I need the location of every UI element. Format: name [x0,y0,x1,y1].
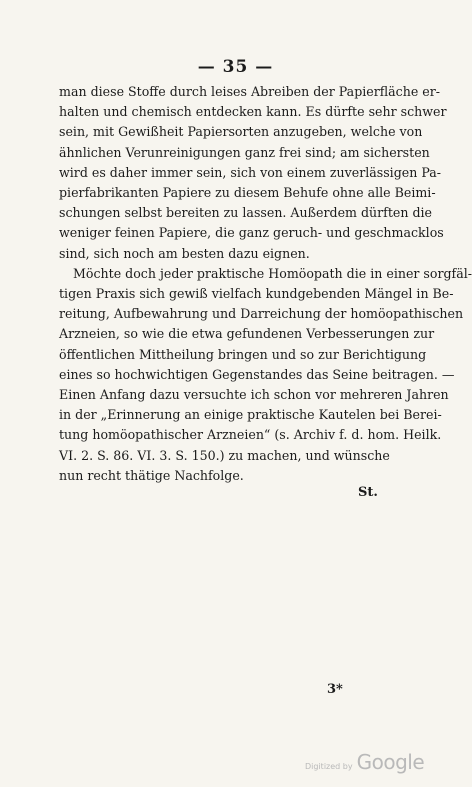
text-line: reitung, Aufbewahrung und Darreichung der homöopathischen [59,306,464,322]
text-line: VI. 2. S. 86. VI. 3. S. 150.) zu machen, und wünsche [59,447,390,463]
text-line: weniger feinen Papiere, die ganz geruch- und geschmacklos [59,225,444,241]
text-line: man diese Stoffe durch leises Abreiben der Papierfläche er- [59,84,441,99]
text-line: ähnlichen Verunreinigungen ganz frei sind; am sichersten [59,144,430,160]
text-line: eines so hochwichtigen Gegenstandes das Seine beitragen. — [59,366,455,382]
text-line: halten und chemisch entdecken kann. Es dürfte sehr schwer [59,104,447,120]
paragraph-start-line: Möchte doch jeder praktische Homöopath die in einer sorgfäl- [73,265,472,281]
text-line: sein, mit Gewißheit Papiersorten anzugeben, welche von [59,124,423,140]
text-line: tung homöopathischer Arzneien“ (s. Archiv f. d. hom. Heilk. [59,427,442,443]
text-line: sind, sich noch am besten dazu eignen. [59,245,310,261]
text-line: Einen Anfang dazu versuchte ich schon vor mehreren Jahren [59,387,449,403]
text-line: wird es daher immer sein, sich von einem zuverlässigen Pa- [59,164,441,180]
text-line: Arzneien, so wie die etwa gefundenen Verbesserungen zur [59,326,435,342]
google-logo: Google [356,750,425,774]
text-line: pierfabrikanten Papiere zu diesem Behufe ohne alle Beimi- [59,185,436,201]
text-line: tigen Praxis sich gewiß vielfach kundgebenden Mängel in Be- [59,286,454,302]
text-line: in der „Erinnerung an einige praktische Kautelen bei Berei- [59,407,442,423]
text-line: nun recht thätige Nachfolge. [59,467,244,483]
text-line: schungen selbst bereiten zu lassen. Außerdem dürften die [59,205,433,221]
body-text [59,82,472,486]
sheet-signature-mark: 3* [327,682,343,697]
text-line: öffentlichen Mittheilung bringen und so zur Berichtigung [59,346,427,362]
watermark-prefix: Digitized by [305,762,353,771]
digitization-watermark [305,750,424,774]
page-number: — 35 — [197,57,274,77]
author-signature: St. [358,485,378,500]
